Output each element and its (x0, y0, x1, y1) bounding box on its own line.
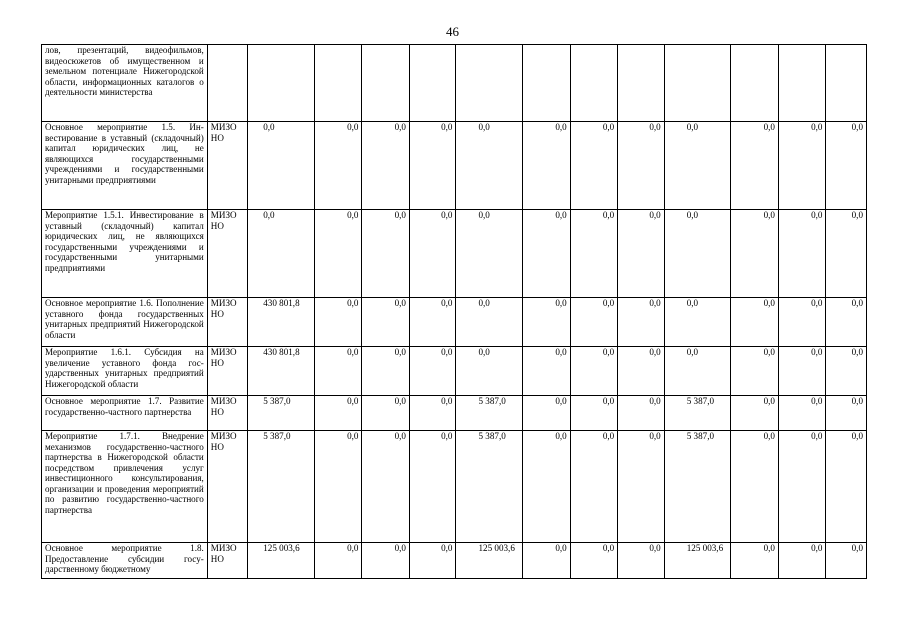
amount-cell: 0,0 (826, 431, 867, 543)
amount-cell: 0,0 (314, 298, 362, 347)
amount-cell: 0,0 (778, 347, 826, 396)
amount-cell (314, 45, 362, 122)
amount-cell: 125 003,6 (664, 543, 731, 579)
amount-cell: 0,0 (362, 347, 410, 396)
amount-cell: 0,0 (778, 543, 826, 579)
table-row (42, 45, 867, 122)
executor-cell: МИЗО НО (207, 396, 247, 431)
amount-cell (409, 45, 456, 122)
amount-cell: 0,0 (618, 543, 665, 579)
amount-cell: 0,0 (314, 210, 362, 298)
activity-description-cell: Основное мероприятие 1.7. Развитие государственно-частного партнерства (42, 396, 208, 431)
amount-cell (778, 45, 826, 122)
amount-cell: 0,0 (362, 122, 410, 210)
amount-cell: 0,0 (731, 543, 779, 579)
amount-cell: 0,0 (409, 347, 456, 396)
amount-cell (523, 45, 571, 122)
amount-cell: 0,0 (826, 210, 867, 298)
amount-cell: 0,0 (362, 431, 410, 543)
amount-cell: 0,0 (570, 396, 618, 431)
amount-cell: 0,0 (314, 396, 362, 431)
amount-cell: 0,0 (618, 431, 665, 543)
amount-cell: 430 801,8 (248, 298, 315, 347)
table-row (42, 298, 867, 347)
amount-cell: 0,0 (731, 210, 779, 298)
amount-cell: 0,0 (778, 122, 826, 210)
table-row (42, 431, 867, 543)
amount-cell: 0,0 (248, 210, 315, 298)
amount-cell: 125 003,6 (456, 543, 523, 579)
amount-cell: 0,0 (618, 347, 665, 396)
activity-description-cell: Основное мероприятие 1.6. Пополнение уставного фонда государственных унитарных предприятий Нижегородской области (42, 298, 208, 347)
executor-cell: МИЗО НО (207, 210, 247, 298)
amount-cell: 0,0 (409, 210, 456, 298)
amount-cell: 0,0 (314, 543, 362, 579)
amount-cell: 0,0 (731, 298, 779, 347)
page-number: 46 (446, 24, 459, 39)
amount-cell: 0,0 (826, 298, 867, 347)
executor-cell: МИЗО НО (207, 298, 247, 347)
amount-cell: 0,0 (778, 210, 826, 298)
amount-cell: 0,0 (523, 396, 571, 431)
amount-cell: 5 387,0 (456, 396, 523, 431)
table-row (42, 396, 867, 431)
amount-cell: 5 387,0 (664, 431, 731, 543)
amount-cell: 0,0 (618, 122, 665, 210)
table-row (42, 543, 867, 579)
amount-cell (664, 45, 731, 122)
amount-cell: 0,0 (826, 396, 867, 431)
amount-cell: 430 801,8 (248, 347, 315, 396)
amount-cell (362, 45, 410, 122)
amount-cell: 0,0 (731, 122, 779, 210)
activity-description-cell: лов, презентаций, видеофильмов, видеосюжетов об имущественном и земельном потенциале Нижегородской области, информационных каталогов о деятельности министерства (42, 45, 208, 122)
amount-cell: 0,0 (778, 431, 826, 543)
activity-description-cell: Мероприятие 1.5.1. Инвестирование в уставный (складочный) капитал юридических лиц, не являющихся государственными учреждениями и государственными унитарными предприятиями (42, 210, 208, 298)
amount-cell: 0,0 (618, 210, 665, 298)
amount-cell: 0,0 (826, 543, 867, 579)
amount-cell: 0,0 (409, 543, 456, 579)
amount-cell: 0,0 (570, 122, 618, 210)
activity-description-cell: Мероприятие 1.7.1. Внедрение механизмов государственно-частного партнерства в Нижегородской области посредством привлечения услуг инвестиционного консультирования, организации и проведения мероприятий по развитию государственно-частного партнерства (42, 431, 208, 543)
amount-cell: 0,0 (664, 122, 731, 210)
executor-cell: МИЗО НО (207, 543, 247, 579)
amount-cell: 0,0 (523, 431, 571, 543)
amount-cell: 0,0 (456, 210, 523, 298)
amount-cell: 5 387,0 (456, 431, 523, 543)
amount-cell (248, 45, 315, 122)
amount-cell: 0,0 (523, 210, 571, 298)
amount-cell: 0,0 (362, 298, 410, 347)
budget-table (41, 44, 867, 579)
amount-cell: 0,0 (570, 210, 618, 298)
amount-cell: 5 387,0 (248, 396, 315, 431)
amount-cell: 0,0 (523, 122, 571, 210)
amount-cell: 125 003,6 (248, 543, 315, 579)
amount-cell: 0,0 (362, 396, 410, 431)
amount-cell (731, 45, 779, 122)
amount-cell: 0,0 (826, 347, 867, 396)
amount-cell: 0,0 (248, 122, 315, 210)
executor-cell: МИЗО НО (207, 347, 247, 396)
table-row (42, 210, 867, 298)
amount-cell: 0,0 (618, 298, 665, 347)
amount-cell: 0,0 (731, 396, 779, 431)
table-row (42, 347, 867, 396)
amount-cell: 0,0 (314, 431, 362, 543)
amount-cell: 0,0 (664, 347, 731, 396)
amount-cell: 0,0 (570, 298, 618, 347)
activity-description-cell: Основное мероприятие 1.8. Предоставление субсидии государственному бюджетному (42, 543, 208, 579)
amount-cell: 0,0 (362, 210, 410, 298)
amount-cell: 0,0 (456, 122, 523, 210)
amount-cell: 0,0 (778, 298, 826, 347)
amount-cell: 5 387,0 (664, 396, 731, 431)
amount-cell: 0,0 (409, 396, 456, 431)
amount-cell (618, 45, 665, 122)
amount-cell: 0,0 (731, 431, 779, 543)
amount-cell (570, 45, 618, 122)
amount-cell: 0,0 (570, 347, 618, 396)
activity-description-cell: Мероприятие 1.6.1. Субсидия на увеличение уставного фонда государственных унитарных предприятий Нижегородской области (42, 347, 208, 396)
amount-cell: 0,0 (523, 347, 571, 396)
amount-cell: 0,0 (731, 347, 779, 396)
amount-cell (456, 45, 523, 122)
amount-cell: 0,0 (618, 396, 665, 431)
amount-cell: 0,0 (778, 396, 826, 431)
amount-cell: 0,0 (664, 210, 731, 298)
amount-cell: 0,0 (409, 298, 456, 347)
amount-cell: 0,0 (409, 122, 456, 210)
executor-cell (207, 45, 247, 122)
table-row (42, 122, 867, 210)
table-body (42, 45, 867, 579)
amount-cell: 0,0 (570, 543, 618, 579)
amount-cell: 0,0 (456, 298, 523, 347)
amount-cell (826, 45, 867, 122)
amount-cell: 0,0 (314, 122, 362, 210)
amount-cell: 0,0 (664, 298, 731, 347)
amount-cell: 0,0 (456, 347, 523, 396)
amount-cell: 0,0 (523, 298, 571, 347)
amount-cell: 0,0 (523, 543, 571, 579)
amount-cell: 0,0 (409, 431, 456, 543)
amount-cell: 0,0 (362, 543, 410, 579)
amount-cell: 0,0 (570, 431, 618, 543)
amount-cell: 0,0 (826, 122, 867, 210)
executor-cell: МИЗО НО (207, 122, 247, 210)
activity-description-cell: Основное мероприятие 1.5. Инвестирование в уставный (складочный) капитал юридических лиц, не являющихся государственными учреждениями и государственными унитарными предприятиями (42, 122, 208, 210)
amount-cell: 0,0 (314, 347, 362, 396)
executor-cell: МИЗО НО (207, 431, 247, 543)
amount-cell: 5 387,0 (248, 431, 315, 543)
